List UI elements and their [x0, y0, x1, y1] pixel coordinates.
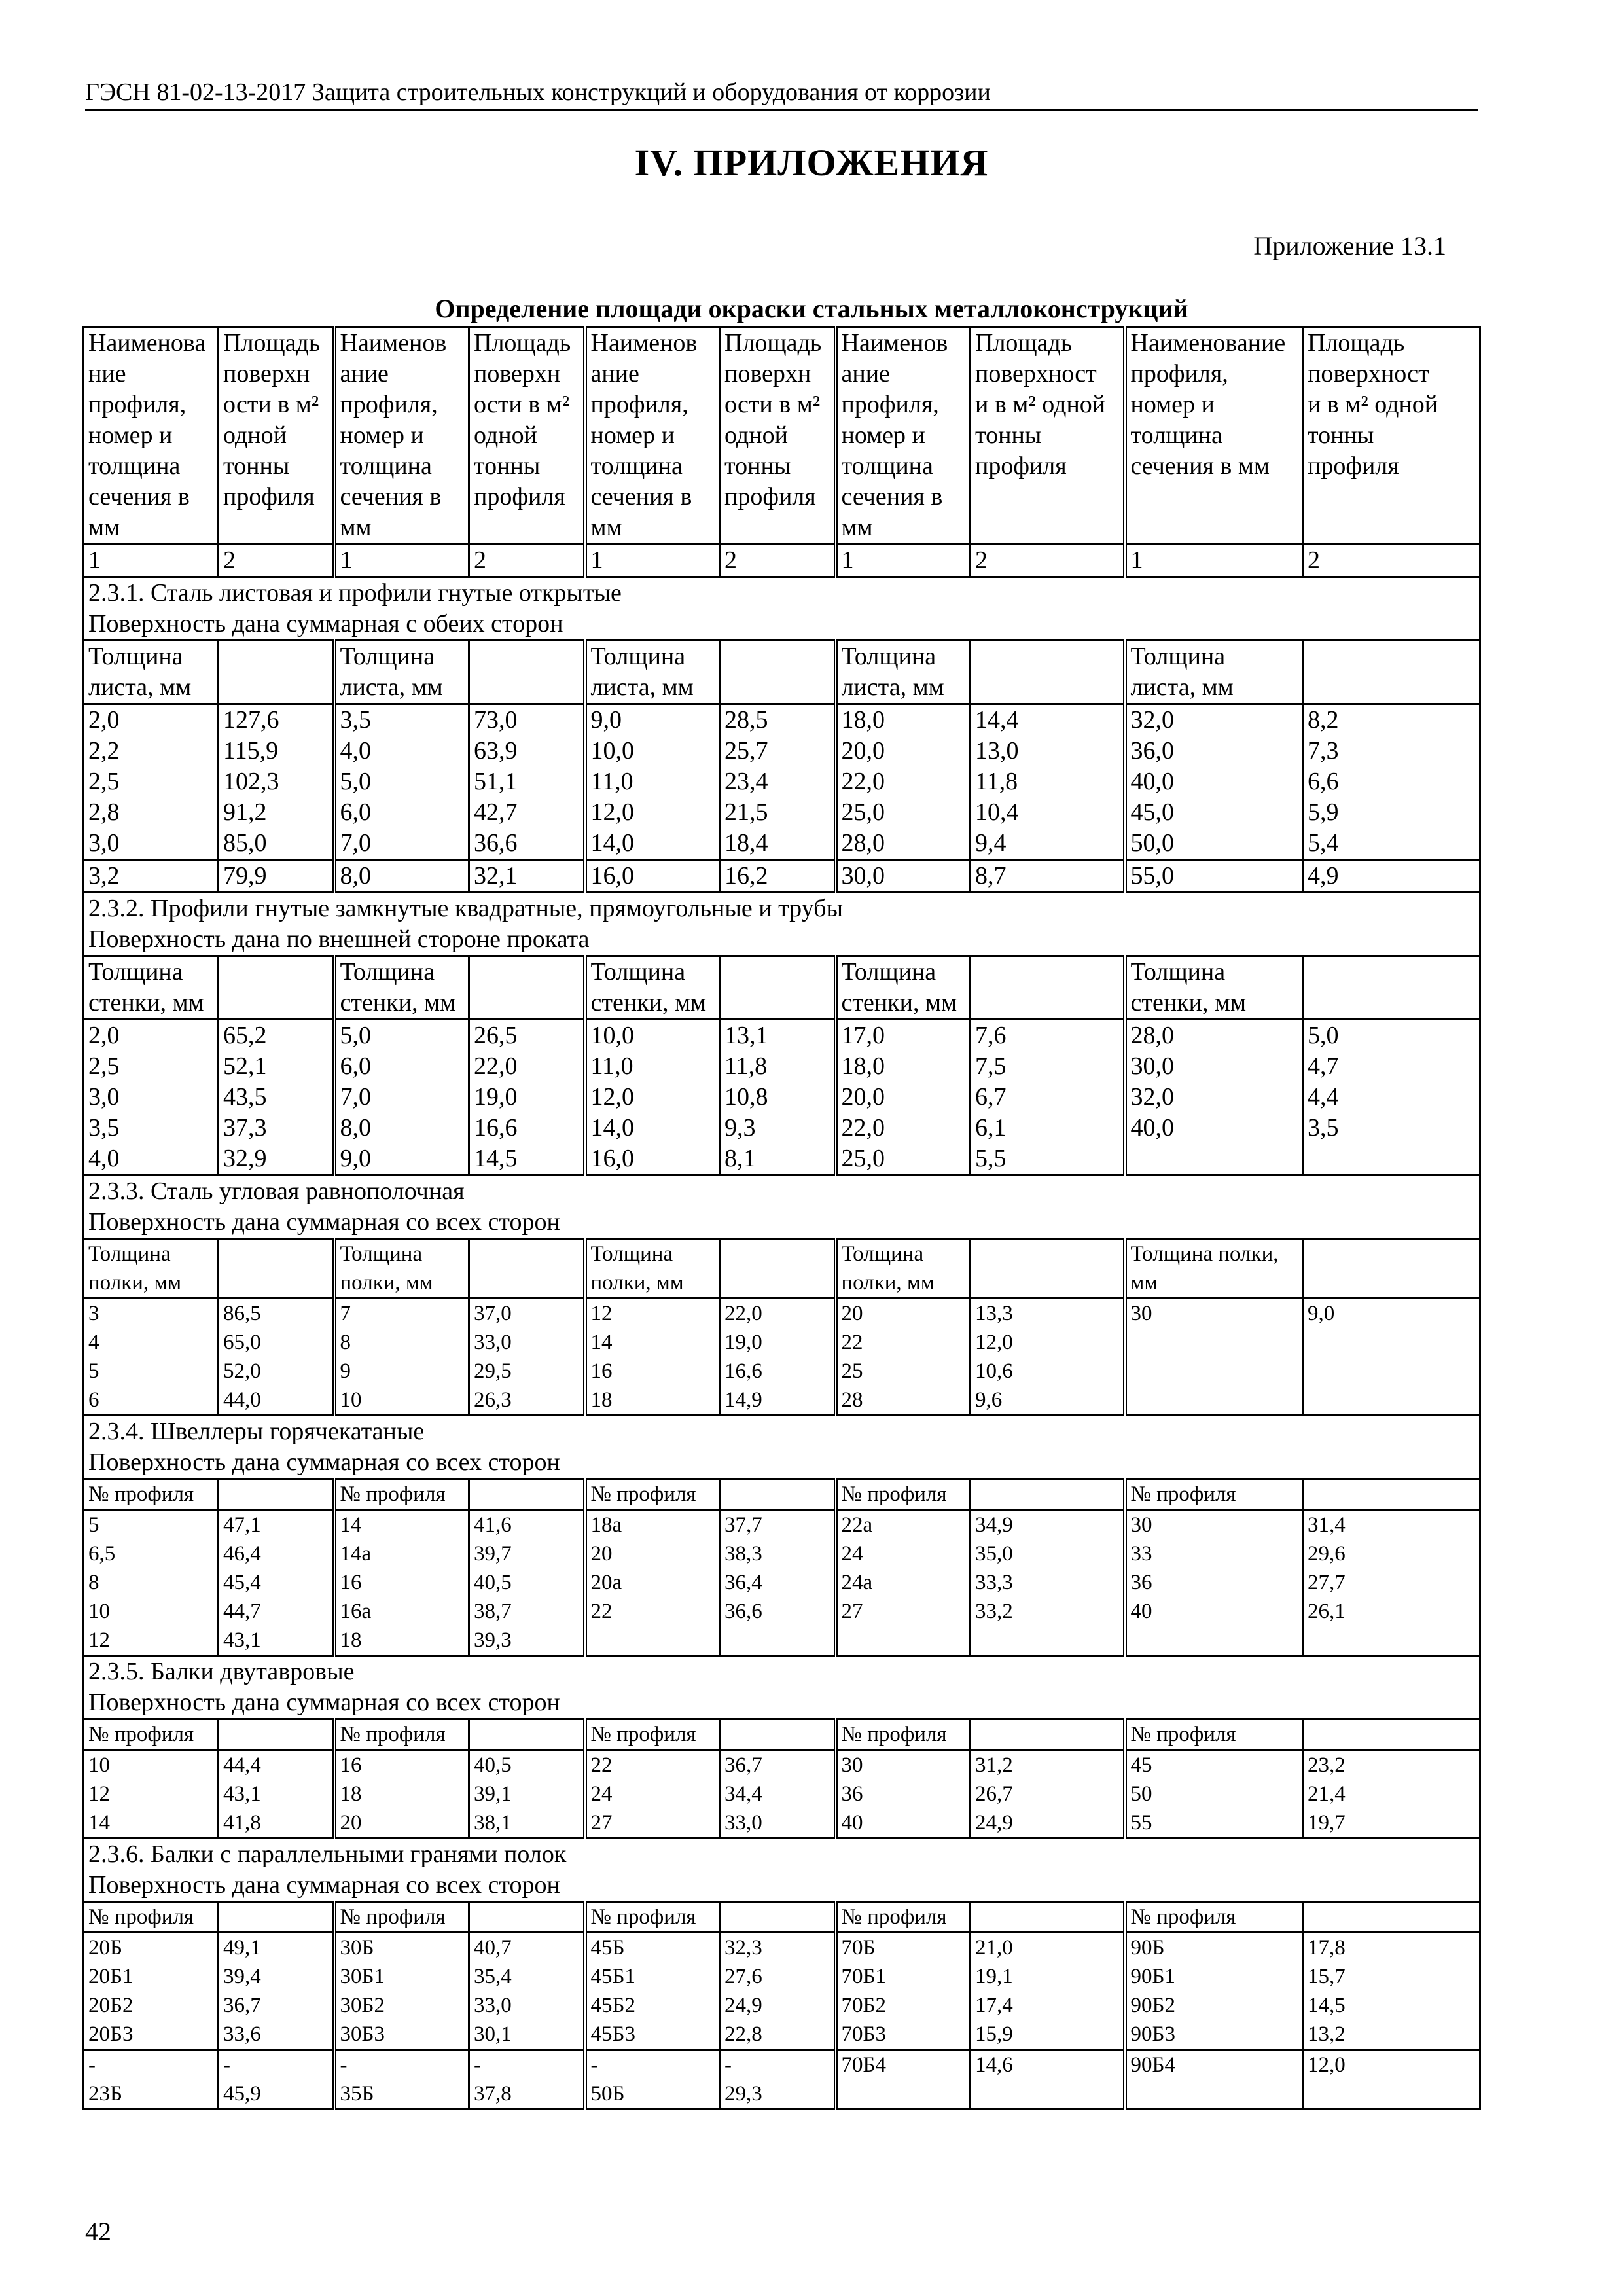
subheader-cell: № профиля — [334, 1719, 469, 1750]
subheader-cell: Толщина листа, мм — [334, 641, 469, 704]
table-cell: 31,4 29,6 27,7 26,1 — [1303, 1510, 1480, 1656]
table-cell: 90Б4 — [1125, 2050, 1303, 2109]
table-cell: - 50Б — [585, 2050, 720, 2109]
subheader-cell — [971, 641, 1125, 704]
column-number: 1 — [1125, 545, 1303, 577]
subheader-cell: Толщина стенки, мм — [836, 956, 971, 1020]
column-header: Наименов ание профиля, номер и толщина сечения в мм — [334, 327, 469, 545]
table-cell: 41,6 39,7 40,5 38,7 39,3 — [469, 1510, 585, 1656]
table-cell: 26,5 22,0 19,0 16,6 14,5 — [469, 1020, 585, 1175]
subheader-cell: Толщина стенки, мм — [334, 956, 469, 1020]
subheader-cell — [469, 1719, 585, 1750]
section-title-row — [84, 893, 1480, 956]
table-cell: 9,0 10,0 11,0 12,0 14,0 — [585, 704, 720, 860]
subheader-cell: Толщина полки, мм — [84, 1239, 219, 1299]
table-cell: 30 33 36 40 — [1125, 1510, 1303, 1656]
table-row — [84, 2050, 1480, 2109]
section-title-row — [84, 1839, 1480, 1902]
subheader-cell — [720, 956, 836, 1020]
table-cell: 10,0 11,0 12,0 14,0 16,0 — [585, 1020, 720, 1175]
subheader-cell — [219, 1719, 334, 1750]
table-cell: - 35Б — [334, 2050, 469, 2109]
table-cell: 127,6 115,9 102,3 91,2 85,0 — [219, 704, 334, 860]
subheader-cell: № профиля — [1125, 1902, 1303, 1933]
table-cell: 14,6 — [971, 2050, 1125, 2109]
subheader-cell — [219, 1902, 334, 1933]
table-cell: 86,5 65,0 52,0 44,0 — [219, 1299, 334, 1416]
table-cell: 49,1 39,4 36,7 33,6 — [219, 1933, 334, 2050]
section-heading: 2.3.1. Сталь листовая и профили гнутые открытые Поверхность дана суммарная с обеих сторон — [84, 577, 1480, 641]
column-number: 2 — [971, 545, 1125, 577]
subheader-cell: Толщина стенки, мм — [585, 956, 720, 1020]
table-cell: 23,2 21,4 19,7 — [1303, 1750, 1480, 1839]
subheader-cell — [219, 1479, 334, 1510]
table-row — [84, 1510, 1480, 1656]
subheader-cell — [971, 956, 1125, 1020]
table-cell: 28,5 25,7 23,4 21,5 18,4 — [720, 704, 836, 860]
table-cell: 9,0 — [1303, 1299, 1480, 1416]
table-cell: 55,0 — [1125, 860, 1303, 893]
table-cell: 3,5 4,0 5,0 6,0 7,0 — [334, 704, 469, 860]
column-header: Площадь поверхност и в м² одной тонны профиля — [971, 327, 1125, 545]
table-cell: 36,7 34,4 33,0 — [720, 1750, 836, 1839]
column-header: Наименов ание профиля, номер и толщина сечения в мм — [836, 327, 971, 545]
column-number: 2 — [219, 545, 334, 577]
table-cell: 10 12 14 — [84, 1750, 219, 1839]
table-cell: 18,0 20,0 22,0 25,0 28,0 — [836, 704, 971, 860]
subheader-cell: № профиля — [84, 1479, 219, 1510]
table-cell: 34,9 35,0 33,3 33,2 — [971, 1510, 1125, 1656]
subheader-cell — [1303, 1239, 1480, 1299]
table-cell: 73,0 63,9 51,1 42,7 36,6 — [469, 704, 585, 860]
column-header: Площадь поверхн ости в м² одной тонны профиля — [219, 327, 334, 545]
table-cell: 12 14 16 18 — [585, 1299, 720, 1416]
section-title-row — [84, 1656, 1480, 1719]
table-cell: 21,0 19,1 17,4 15,9 — [971, 1933, 1125, 2050]
subheader-cell — [1303, 1479, 1480, 1510]
column-number: 1 — [585, 545, 720, 577]
subheader-cell — [971, 1239, 1125, 1299]
subheader-cell: Толщина листа, мм — [1125, 641, 1303, 704]
column-header: Площадь поверхн ости в м² одной тонны профиля — [469, 327, 585, 545]
table-cell: 44,4 43,1 41,8 — [219, 1750, 334, 1839]
subheader-cell: Толщина полки, мм — [1125, 1239, 1303, 1299]
table-cell: 32,1 — [469, 860, 585, 893]
page-number: 42 — [85, 2217, 111, 2246]
subheader-cell: № профиля — [585, 1719, 720, 1750]
table-row — [84, 704, 1480, 860]
table-cell: - 29,3 — [720, 2050, 836, 2109]
table-cell: 79,9 — [219, 860, 334, 893]
subheader-cell — [971, 1719, 1125, 1750]
subheader-cell — [219, 641, 334, 704]
table-cell: 22,0 19,0 16,6 14,9 — [720, 1299, 836, 1416]
table-cell: 8,7 — [971, 860, 1125, 893]
table-cell: 7,6 7,5 6,7 6,1 5,5 — [971, 1020, 1125, 1175]
section-subheader-row — [84, 1239, 1480, 1299]
table-cell: 70Б4 — [836, 2050, 971, 2109]
section-title: IV. ПРИЛОЖЕНИЯ — [634, 141, 989, 184]
table-cell: 47,1 46,4 45,4 44,7 43,1 — [219, 1510, 334, 1656]
section-title-row — [84, 1175, 1480, 1239]
subheader-cell: № профиля — [84, 1719, 219, 1750]
subheader-cell — [469, 956, 585, 1020]
table-cell: 2,0 2,5 3,0 3,5 4,0 — [84, 1020, 219, 1175]
subheader-cell — [469, 1902, 585, 1933]
section-title-row — [84, 1416, 1480, 1479]
table-cell: 16,2 — [720, 860, 836, 893]
subheader-cell — [469, 1479, 585, 1510]
table-cell: 12,0 — [1303, 2050, 1480, 2109]
table-cell: - 45,9 — [219, 2050, 334, 2109]
table-cell: 28,0 30,0 32,0 40,0 — [1125, 1020, 1303, 1175]
table-cell: 32,3 27,6 24,9 22,8 — [720, 1933, 836, 2050]
table-cell: - 23Б — [84, 2050, 219, 2109]
table-cell: 31,2 26,7 24,9 — [971, 1750, 1125, 1839]
subheader-cell: № профиля — [836, 1479, 971, 1510]
table-cell: 3 4 5 6 — [84, 1299, 219, 1416]
table-cell: 30 — [1125, 1299, 1303, 1416]
table-cell: 20 22 25 28 — [836, 1299, 971, 1416]
subheader-cell — [469, 1239, 585, 1299]
subheader-cell — [720, 1719, 836, 1750]
appendix-label: Приложение 13.1 — [1253, 231, 1446, 260]
column-number-row — [84, 545, 1480, 577]
table-cell: 40,5 39,1 38,1 — [469, 1750, 585, 1839]
table-row — [84, 1933, 1480, 2050]
column-number: 2 — [720, 545, 836, 577]
table-cell: 65,2 52,1 43,5 37,3 32,9 — [219, 1020, 334, 1175]
table-row — [84, 1020, 1480, 1175]
subheader-cell: № профиля — [84, 1902, 219, 1933]
column-number: 2 — [1303, 545, 1480, 577]
table-cell: 30 36 40 — [836, 1750, 971, 1839]
table-row — [84, 1299, 1480, 1416]
section-subheader-row — [84, 1719, 1480, 1750]
section-subheader-row — [84, 1479, 1480, 1510]
column-header-row — [84, 327, 1480, 545]
table-cell: 4,9 — [1303, 860, 1480, 893]
table-cell: 16 18 20 — [334, 1750, 469, 1839]
subheader-cell: № профиля — [1125, 1479, 1303, 1510]
table-cell: 16,0 — [585, 860, 720, 893]
table-cell: - 37,8 — [469, 2050, 585, 2109]
column-header: Наименов ание профиля, номер и толщина сечения в мм — [585, 327, 720, 545]
table-cell: 20Б 20Б1 20Б2 20Б3 — [84, 1933, 219, 2050]
subheader-cell — [720, 1479, 836, 1510]
table-row — [84, 860, 1480, 893]
subheader-cell: Толщина листа, мм — [836, 641, 971, 704]
table-cell: 8,0 — [334, 860, 469, 893]
section-title-row — [84, 577, 1480, 641]
subheader-cell: № профиля — [334, 1479, 469, 1510]
subheader-cell — [720, 641, 836, 704]
section-heading: 2.3.6. Балки с параллельными гранями полок Поверхность дана суммарная со всех сторон — [84, 1839, 1480, 1902]
table-cell: 18а 20 20а 22 — [585, 1510, 720, 1656]
subheader-cell: № профиля — [585, 1479, 720, 1510]
subheader-cell — [971, 1902, 1125, 1933]
subheader-cell: Толщина стенки, мм — [1125, 956, 1303, 1020]
subheader-cell — [720, 1239, 836, 1299]
section-subheader-row — [84, 1902, 1480, 1933]
subheader-cell — [971, 1479, 1125, 1510]
section-subheader-row — [84, 641, 1480, 704]
subheader-cell: № профиля — [334, 1902, 469, 1933]
table-cell: 70Б 70Б1 70Б2 70Б3 — [836, 1933, 971, 2050]
table-cell: 30Б 30Б1 30Б2 30Б3 — [334, 1933, 469, 2050]
subheader-cell: № профиля — [585, 1902, 720, 1933]
subheader-cell: Толщина полки, мм — [585, 1239, 720, 1299]
subheader-cell — [469, 641, 585, 704]
table-cell: 22а 24 24а 27 — [836, 1510, 971, 1656]
table-cell: 37,0 33,0 29,5 26,3 — [469, 1299, 585, 1416]
table-cell: 13,1 11,8 10,8 9,3 8,1 — [720, 1020, 836, 1175]
table-cell: 17,8 15,7 14,5 13,2 — [1303, 1933, 1480, 2050]
table-cell: 32,0 36,0 40,0 45,0 50,0 — [1125, 704, 1303, 860]
column-number: 1 — [836, 545, 971, 577]
table-cell: 5,0 4,7 4,4 3,5 — [1303, 1020, 1480, 1175]
subheader-cell: № профиля — [836, 1902, 971, 1933]
subheader-cell: Толщина листа, мм — [84, 641, 219, 704]
table-cell: 17,0 18,0 20,0 22,0 25,0 — [836, 1020, 971, 1175]
subheader-cell: Толщина полки, мм — [334, 1239, 469, 1299]
section-subheader-row — [84, 956, 1480, 1020]
column-number: 1 — [84, 545, 219, 577]
subheader-cell — [1303, 1902, 1480, 1933]
table-cell: 14 14а 16 16а 18 — [334, 1510, 469, 1656]
area-table — [82, 326, 1481, 2110]
table-cell: 37,7 38,3 36,4 36,6 — [720, 1510, 836, 1656]
subheader-cell: № профиля — [836, 1719, 971, 1750]
table-cell: 90Б 90Б1 90Б2 90Б3 — [1125, 1933, 1303, 2050]
column-header: Площадь поверхност и в м² одной тонны профиля — [1303, 327, 1480, 545]
table-cell: 3,2 — [84, 860, 219, 893]
column-header: Наименова ние профиля, номер и толщина сечения в мм — [84, 327, 219, 545]
table-cell: 45Б 45Б1 45Б2 45Б3 — [585, 1933, 720, 2050]
table-cell: 13,3 12,0 10,6 9,6 — [971, 1299, 1125, 1416]
running-header: ГЭСН 81-02-13-2017 Защита строительных конструкций и оборудования от коррозии — [85, 77, 1478, 111]
table-cell: 30,0 — [836, 860, 971, 893]
subheader-cell — [219, 1239, 334, 1299]
subheader-cell — [1303, 1719, 1480, 1750]
column-header: Наименование профиля, номер и толщина сечения в мм — [1125, 327, 1303, 545]
subheader-cell: № профиля — [1125, 1719, 1303, 1750]
section-heading: 2.3.3. Сталь угловая равнополочная Поверхность дана суммарная со всех сторон — [84, 1175, 1480, 1239]
subheader-cell — [1303, 641, 1480, 704]
column-number: 2 — [469, 545, 585, 577]
table-cell: 5 6,5 8 10 12 — [84, 1510, 219, 1656]
table-cell: 2,0 2,2 2,5 2,8 3,0 — [84, 704, 219, 860]
section-heading: 2.3.4. Швеллеры горячекатаные Поверхность дана суммарная со всех сторон — [84, 1416, 1480, 1479]
table-cell: 40,7 35,4 33,0 30,1 — [469, 1933, 585, 2050]
table-cell: 22 24 27 — [585, 1750, 720, 1839]
section-heading: 2.3.5. Балки двутавровые Поверхность дана суммарная со всех сторон — [84, 1656, 1480, 1719]
subheader-cell: Толщина полки, мм — [836, 1239, 971, 1299]
subheader-cell — [720, 1902, 836, 1933]
subheader-cell — [219, 956, 334, 1020]
table-cell: 8,2 7,3 6,6 5,9 5,4 — [1303, 704, 1480, 860]
table-cell: 5,0 6,0 7,0 8,0 9,0 — [334, 1020, 469, 1175]
subheader-cell — [1303, 956, 1480, 1020]
subheader-cell: Толщина листа, мм — [585, 641, 720, 704]
column-number: 1 — [334, 545, 469, 577]
table-cell: 7 8 9 10 — [334, 1299, 469, 1416]
table-cell: 45 50 55 — [1125, 1750, 1303, 1839]
table-cell: 14,4 13,0 11,8 10,4 9,4 — [971, 704, 1125, 860]
table-row — [84, 1750, 1480, 1839]
table-title: Определение площади окраски стальных металлоконструкций — [435, 294, 1188, 323]
column-header: Площадь поверхн ости в м² одной тонны профиля — [720, 327, 836, 545]
section-heading: 2.3.2. Профили гнутые замкнутые квадратные, прямоугольные и трубы Поверхность дана по внешней стороне проката — [84, 893, 1480, 956]
subheader-cell: Толщина стенки, мм — [84, 956, 219, 1020]
